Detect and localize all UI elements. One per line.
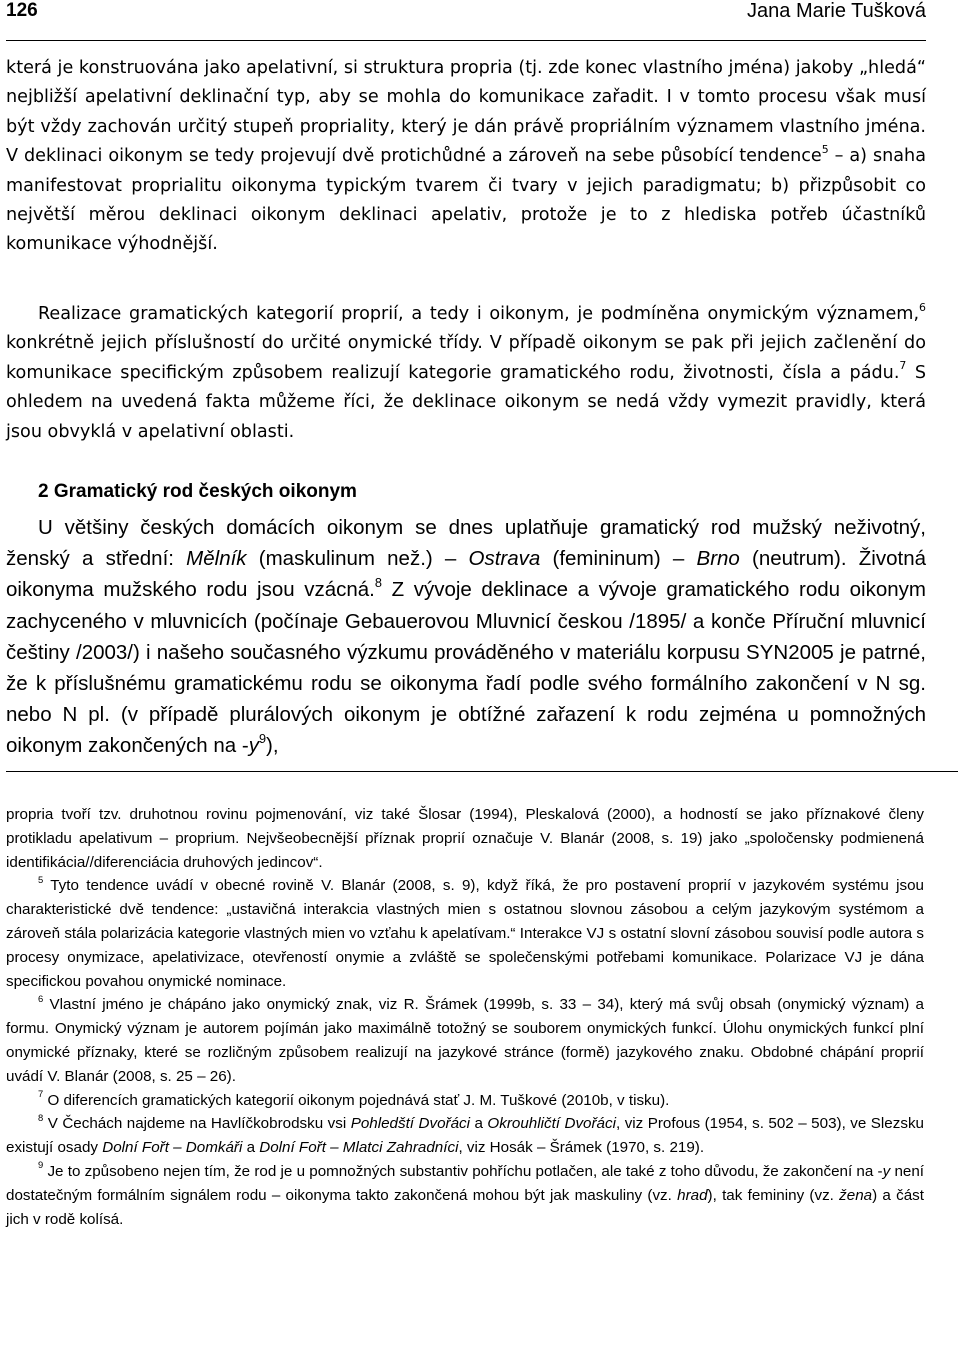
- footnote-6: [6, 993, 924, 1088]
- footnote-text: O diferencích gramatických kategorií oikonym pojednává stať J. M. Tuškové (2010b, v tisku).: [43, 1091, 670, 1109]
- example-word: žena: [839, 1186, 873, 1204]
- footnote-number: 5: [38, 873, 44, 885]
- example-name: Ostrava: [468, 547, 541, 571]
- footnote-text: Tyto tendence uvádí v obecné rovině V. Blanár (2008, s. 9), když říká, že pro postavení proprií v jazykovém systému jsou charakteristické dvě tendence: „ustavičná interakcia vlastných mien s ostatnou slovnou zásobou a celým jazykovým systémom a zároveň stála polarizácia kategorie vlastných mien vo vzťahu k apelatívam.“ Interakce VJ s ostatní slovní zásobou souvisí podle autora s procesy onymizace, apelativizace, otevřeností onymie a zvláště se společenskými potřebami komunikace. Polarizace VJ je dána specifickou povahou onymické nominace.: [6, 877, 924, 990]
- text-run: S ohledem na uvedená fakta můžeme říci, že deklinace oikonym se nedá vždy vymezit pravidly, která jsou obvyklá v apelativní oblasti.: [6, 362, 926, 442]
- footnote-ref-6[interactable]: 6: [919, 300, 926, 314]
- place-name: Dolní Fořt – Mlatci Zahradníci: [259, 1139, 459, 1157]
- footnote-8: [6, 1112, 924, 1160]
- footnote-text: Je to způsobeno nejen tím, že rod je u pomnožných substantiv pohříchu potlačen, ale také z toho důvodu, že zakončení na -: [43, 1162, 883, 1180]
- footnote-separator: [6, 771, 958, 772]
- footnote-number: 6: [38, 992, 44, 1004]
- footnote-text: Vlastní jméno je chápáno jako onymický znak, viz R. Šrámek (1999b, s. 33 – 34), který má svůj obsah (onymický význam) a formu. Onymický význam je autorem pojímán jako maximálně totožný se souborem onymických funkcí. Úlohu onymických funkcí plní onymické příznaky, které se rozličným způsobem realizují na jazykové stránce (formě) jazykového znaku. Obdobné chápání proprií uvádí V. Blanár (2008, s. 25 – 26).: [6, 996, 924, 1085]
- footnote-number: 9: [38, 1159, 44, 1171]
- footnote-text: a: [470, 1115, 488, 1133]
- text-run: Z vývoje deklinace a vývoje gramatického rodu oikonym zachyceného v mluvnicích (počínaje Gebauerovou Mluvnicí českou /1895/ a konče Příruční mluvnicí češtiny /2003/) i našeho současného výzkumu prováděného v materiálu korpusu SYN2005 je patrné, že k příslušnému gramatickému rodu se oikonyma řadí podle svého formálního zakončení v N sg. nebo N pl. (v případě plurálových oikonym je obtížné zařazení k rodu zejména u pomnožných oikonym zakončených na -: [6, 578, 926, 758]
- text-run: – a) snaha manifestovat proprialitu oikonyma typickým tvarem či tvary v jejich paradigmatu; b) přizpůsobit co největší měrou deklinaci oikonym deklinaci apelativ, protože je to z hlediska potřeb účastníků komunikace výhodnější.: [6, 146, 926, 255]
- footnote-ref-8[interactable]: 8: [374, 574, 382, 590]
- paragraph-1: [6, 54, 926, 260]
- footnote-number: 7: [38, 1088, 44, 1100]
- footnote-text: ), tak femininy (vz.: [707, 1186, 840, 1204]
- example-suffix: y: [882, 1162, 891, 1180]
- footnote-text: není dostatečným formálním signálem rodu – oikonyma takto zakončená mohou být jak maskuliny (vz.: [6, 1162, 925, 1204]
- paragraph-2: [6, 300, 926, 447]
- text-run: U většiny českých domácích oikonym se dnes uplatňuje gramatický rod mužský neživotný, ženský a střední:: [6, 516, 926, 571]
- running-head-author: Jana Marie Tušková: [747, 0, 926, 22]
- place-name: Pohledští Dvořáci: [350, 1115, 470, 1133]
- footnote-text: , viz Profous (1954, s. 502 – 503), ve Slezsku existují osady: [6, 1115, 924, 1157]
- footnote-5: [6, 874, 924, 993]
- footnote-ref-5[interactable]: 5: [821, 142, 829, 156]
- text-run: (maskulinum než.) –: [246, 547, 469, 571]
- paragraph-3: [6, 512, 926, 762]
- footnote-text: V Čechách najdeme na Havlíčkobrodsku vsi: [43, 1115, 351, 1133]
- footnote-number: 8: [38, 1111, 44, 1123]
- example-word: hrad: [677, 1186, 708, 1204]
- footnote-text: ) a část jich v rodě kolísá.: [6, 1186, 924, 1228]
- text-run: Realizace gramatických kategorií proprií, a tedy i oikonym, je podmíněna onymickým významem,: [38, 304, 920, 324]
- example-name: Brno: [696, 547, 740, 571]
- text-run: konkrétně jejich příslušností do určité onymické třídy. V případě oikonym se pak při jejich začlenění do komunikace specifickým způsobem realizují kategorie gramatického rodu, životnosti, čísla a pádu.: [6, 333, 926, 383]
- text-run: (neutrum). Životná oikonyma mužského rodu jsou vzácná.: [6, 547, 926, 602]
- footnote-ref-7[interactable]: 7: [899, 359, 907, 373]
- page-number: 126: [6, 0, 38, 21]
- footnote-9: [6, 1160, 924, 1231]
- place-name: Dolní Fořt – Domkáři: [102, 1139, 243, 1157]
- text-run: která je konstruována jako apelativní, si struktura propria (tj. zde konec vlastního jména) jakoby „hledá“ nejbližší apelativní deklinační typ, aby se mohla do komunikace zařadit. I v tomto procesu však musí být vždy zachován určitý stupeň propriality, který je dán právě propriálním významem vlastního jména. V deklinaci oikonym se tedy projevují dvě protichůdné a zároveň na sebe působící tendence: [6, 58, 926, 167]
- footnote-text: , viz Hosák – Šrámek (1970, s. 219).: [458, 1139, 705, 1157]
- text-run: ),: [266, 734, 279, 758]
- footnote-ref-9[interactable]: 9: [258, 730, 267, 746]
- page-header: [6, 0, 926, 41]
- example-suffix: y: [248, 734, 259, 758]
- footnotes: [6, 802, 924, 1231]
- footnote-continuation: propria tvoří tzv. druhotnou rovinu pojmenování, viz také Šlosar (1994), Pleskalová (2000), a hodností se jako příznakové členy protikladu apelativum – proprium. Nejvšeobecnější příznak proprií označuje V. Blanár (2008, s. 19) jako „spoločensky podmienená identifikácia//diferenciácia druhových jedincov“.: [6, 806, 924, 871]
- example-name: Mělník: [186, 547, 247, 571]
- section-heading: 2 Gramatický rod českých oikonym: [38, 481, 357, 502]
- footnote-7: [6, 1089, 924, 1113]
- place-name: Okrouhličtí Dvořáci: [487, 1115, 616, 1133]
- text-run: (femininum) –: [540, 547, 697, 571]
- footnote-text: a: [242, 1139, 260, 1157]
